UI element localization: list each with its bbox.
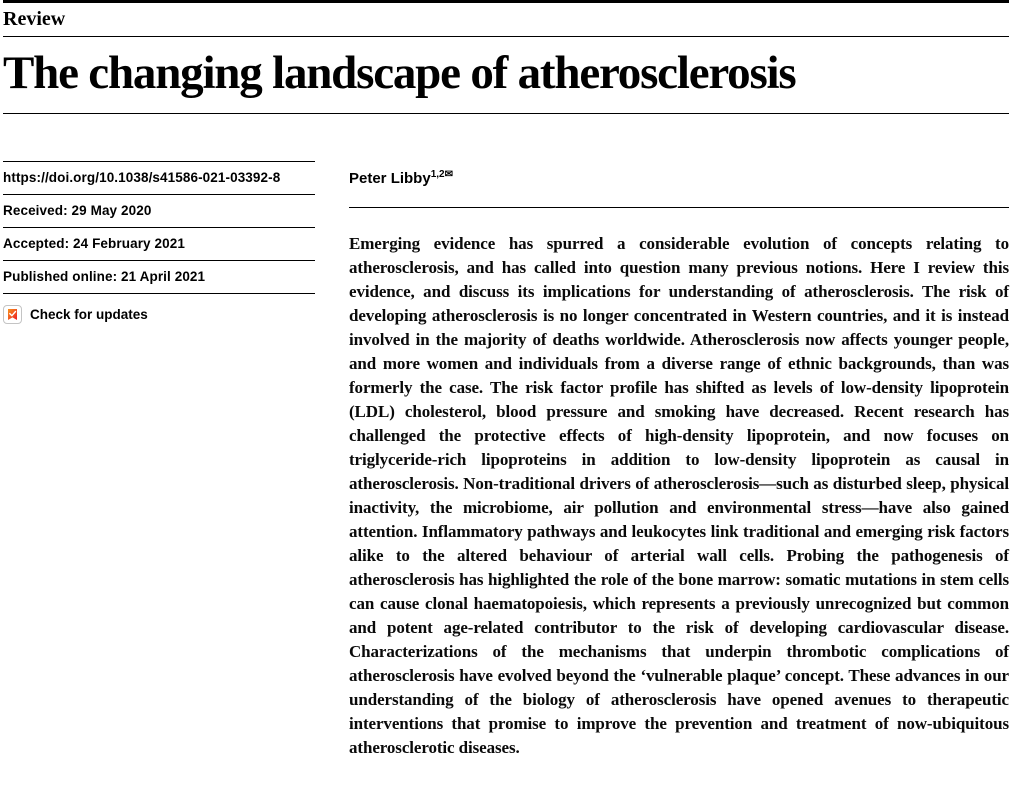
received-date: Received: 29 May 2020: [3, 195, 315, 228]
article-body-columns: [3, 161, 1009, 760]
check-for-updates-button[interactable]: [3, 294, 315, 335]
accepted-date: Accepted: 24 February 2021: [3, 228, 315, 261]
doi-link[interactable]: https://doi.org/10.1038/s41586-021-03392-8: [3, 170, 281, 185]
published-date: Published online: 21 April 2021: [3, 261, 315, 294]
article-type-kicker: Review: [3, 8, 66, 30]
abstract-text: Emerging evidence has spurred a considerable evolution of concepts relating to atherosclerosis, and has called into question many previous notions. Here I review this evidence, and discuss its implications for understanding of atherosclerosis. The risk of developing atherosclerosis is no longer concentrated in Western countries, and it is instead involved in the majority of deaths worldwide. Atherosclerosis now affects younger people, and more women and individuals from a diverse range of ethnic backgrounds, than was formerly the case. The risk factor profile has shifted as levels of low-density lipoprotein (LDL) cholesterol, blood pressure and smoking have decreased. Recent research has challenged the protective effects of high-density lipoprotein, and now focuses on triglyceride-rich lipoproteins in addition to low-density lipoprotein as causal in atherosclerosis. Non-traditional drivers of atherosclerosis—such as disturbed sleep, physical inactivity, the microbiome, air pollution and environmental stress—have also gained attention. Inflammatory pathways and leukocytes link traditional and emerging risk factors alike to the altered behaviour of arterial wall cells. Probing the pathogenesis of atherosclerosis has highlighted the role of the bone marrow: somatic mutations in stem cells can cause clonal haematopoiesis, which represents a previously unrecognized but common and potent age-related contributor to the risk of developing cardiovascular disease. Characterizations of the mechanisms that underpin thrombotic complications of atherosclerosis have evolved beyond the ‘vulnerable plaque’ concept. These advances in our understanding of the biology of atherosclerosis have opened avenues to therapeutic interventions that promise to improve the prevention and treatment of now-ubiquitous atherosclerotic diseases.: [349, 234, 1009, 757]
author-name: Peter Libby: [349, 170, 431, 187]
article-content-column: [349, 161, 1009, 760]
check-for-updates-label: Check for updates: [30, 307, 148, 322]
author-line: [349, 161, 1009, 208]
doi-row: [3, 162, 315, 195]
corresponding-author-email-icon[interactable]: ✉: [444, 169, 453, 180]
author-affiliation-superscript: 1,2: [430, 169, 445, 180]
kicker-rule: [3, 36, 1009, 37]
title-rule: [3, 113, 1009, 114]
article-metadata-column: [3, 161, 315, 760]
crossmark-icon: [3, 305, 22, 324]
article-title: The changing landscape of atherosclerosis: [3, 47, 796, 99]
